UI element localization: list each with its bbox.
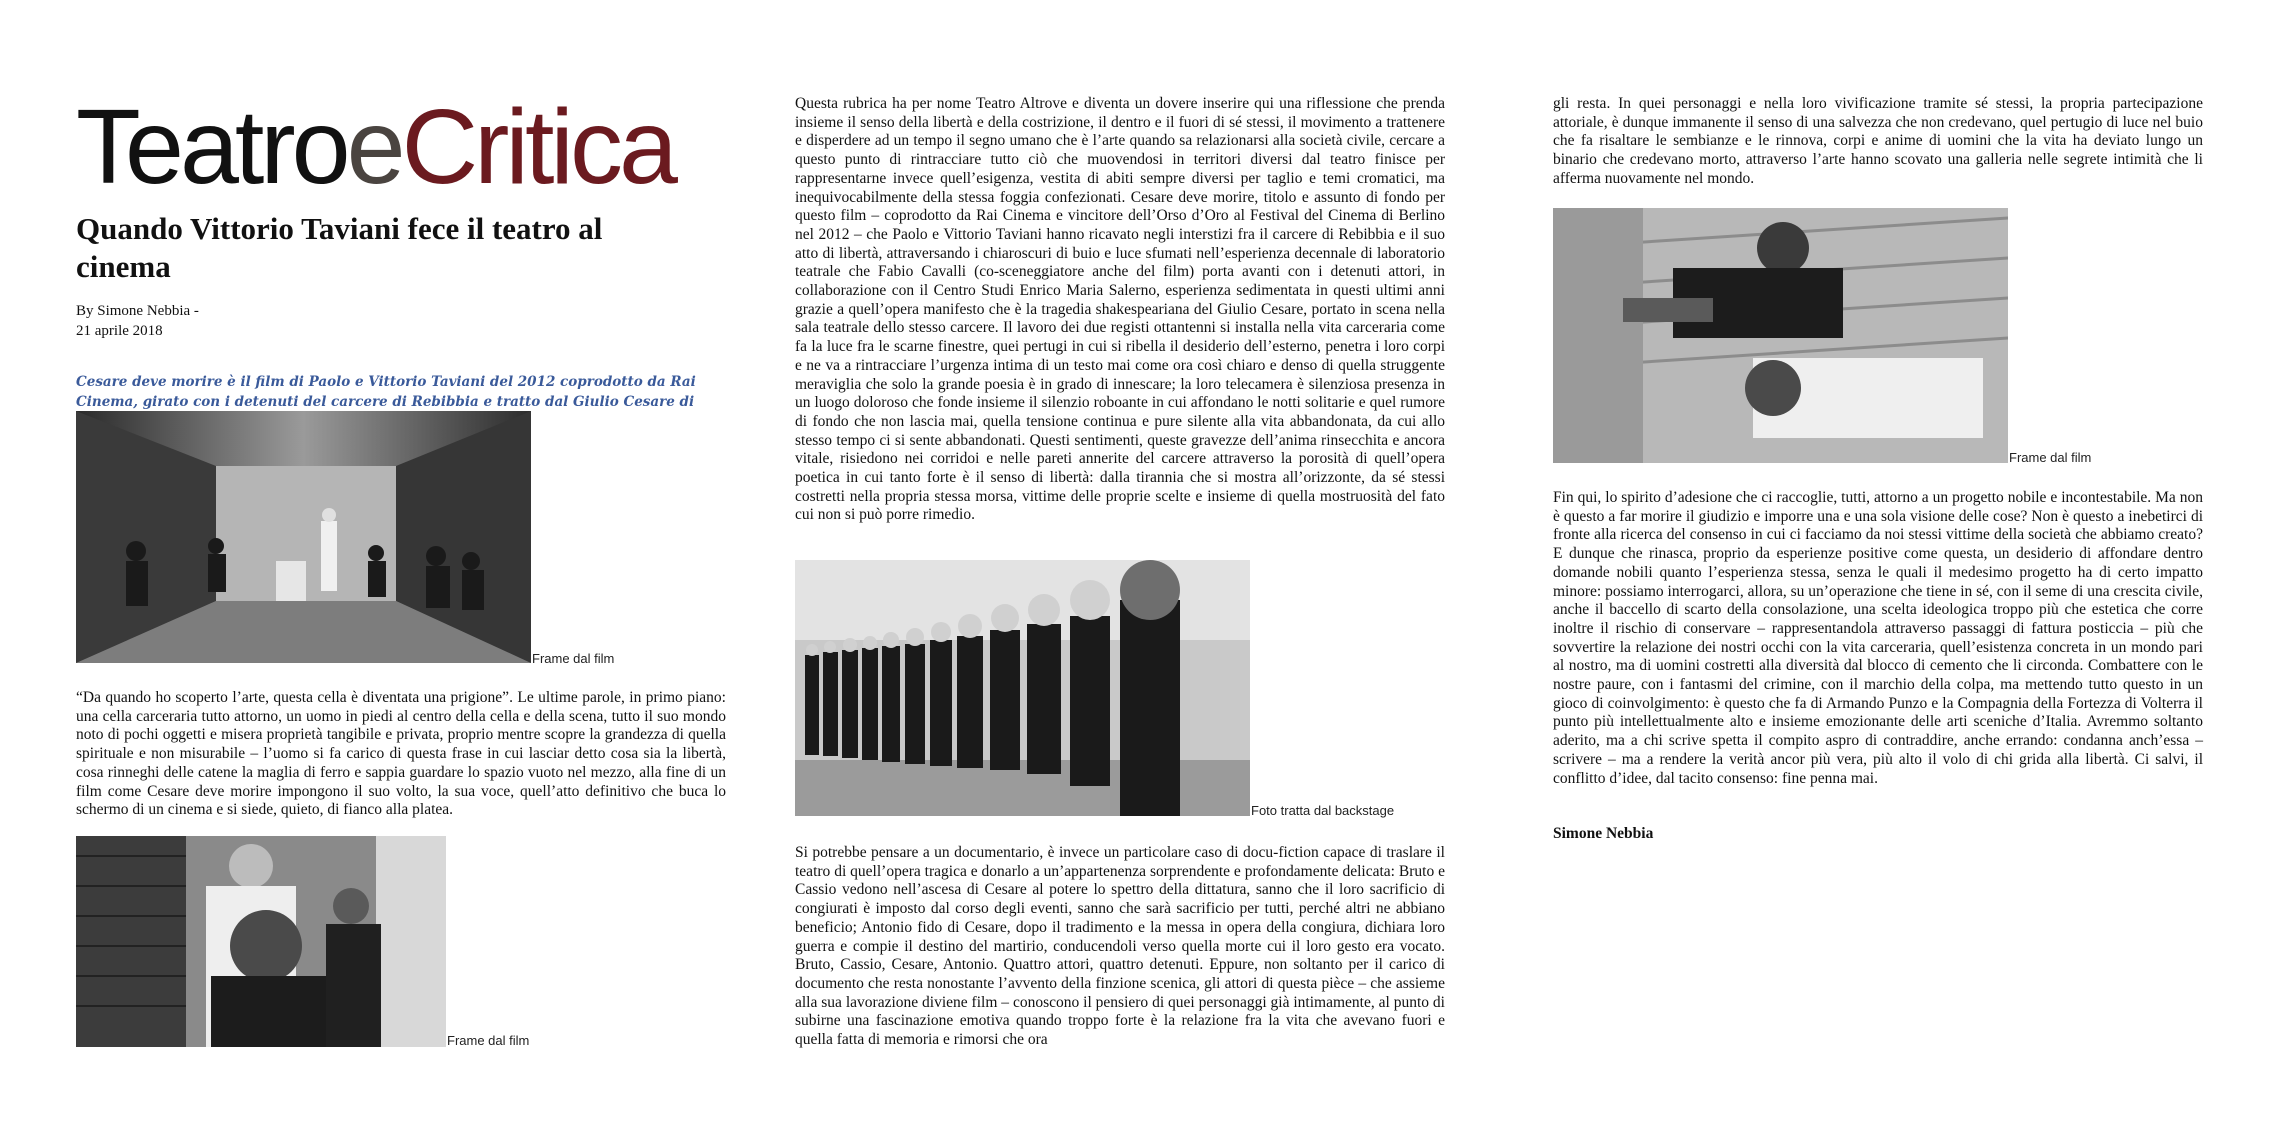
byline — [76, 301, 199, 341]
film-frame-photo-1 — [76, 411, 531, 663]
article-paragraph-4: gli resta. In quei personaggi e nella loro vivificazione tramite sé stessi, la propria partecipazione attoriale, è dunque immanente il senso di una salvezza che non credevano, quel pertugio di luce nel buio che fa risaltare le sembianze e le rinnova, corpi e anime di uomini che la vita ha deviato lungo un binario che credevano morto, attraverso l’arte hanno scovato una galleria nelle segrete intimità che li afferma nuovamente nel mondo. — [1553, 95, 2203, 187]
logo-wordmark — [76, 88, 686, 198]
logo-text-teatro: Teatro — [76, 88, 347, 198]
article-paragraph-1: “Da quando ho scoperto l’arte, questa cella è diventata una prigione”. Le ultime parole, in primo piano: una cella carceraria tutto attorno, un uomo in piedi al centro della cella e della scena, tutto il suo mondo noto di pochi oggetti e misera proprietà tangibile e privata, proprio mentre scopre la grandezza di quella spirituale e non misurabile – l’uomo si fa carico di questa frase in cui lasciar detto cosa sia la libertà, cosa rinneghi delle catene la maglia di ferro e sappia guardare lo spazio vuoto nel mezzo, alla fine di un film come Cesare deve morire impongono il suo volto, la sua voce, quell’atto definitivo che buca lo schermo di un cinema e si siede, quieto, di fianco alla platea. — [76, 689, 726, 819]
backstage-photo — [795, 560, 1250, 816]
article-paragraph-2: Questa rubrica ha per nome Teatro Altrove e diventa un dovere inserire qui una riflessione che prenda insieme il senso della libertà e della costrizione, il dentro e il fuori di sé stessi, il movimento a trattenere e disperdere ad un tempo il segno umano che è l’arte quando sa relazionarsi alla società civile, cercare a questo punto di rintracciare tutto ciò che muovendosi in territori diversi dal teatro finisce per rappresentarne invece quell’esigenza, vestita di abiti sempre diversi per taglio e temi cromatici, ma inequivocabilmente della stessa foggia confezionati. Cesare deve morire, titolo e assunto di fondo per questo film – coprodotto da Rai Cinema e vincitore dell’Orso d’Oro al Festival del Cinema di Berlino nel 2012 – che Paolo e Vittorio Taviani hanno ricavato negli interstizi fra il carcere di Rebibbia e il suo atto di libertà, attraversando i chiaroscuri di buio e luce sfumati nell’esperienza decennale di laboratorio teatrale che Fabio Cavalli (co-sceneggiatore anche del film) porta avanti con i detenuti attori, in collaborazione con il Centro Studi Enrico Maria Salerno, esperienza sedimentata in questi ultimi anni grazie a quell’opera manifesto che è la tragedia shakespeariana del Giulio Cesare, portato in scena nella sala teatrale dello stesso carcere. Il lavoro dei due registi ottantenni si installa nella vita carceraria come fa la luce fra le scarne finestre, quei pertugi in cui si ribella il desiderio dell’esterno, penetra i loro corpi e ne va a rintracciare l’urgenza intima di un testo mai come ora così chiaro e denso di quella struggente meraviglia che solo la grande poesia è in grado di innescare; la loro telecamera è silenziosa presenza in un luogo doloroso che fonde insieme il silenzio roboante in cui affondano le notti solitarie e quel rumore di fondo che non lascia mai, quella tensione continua e pure silente alla vita abbandonata, da cui allo stesso tempo ci si sente abbandonati. Questi sentimenti, queste gravezze dell’anima rinsecchita e ancora vitale, risiedono nei corridoi e nelle pareti annerite del carcere attraverso la porosità di quell’opera poetica in cui tanto forte è il senso di libertà: dalla tirannia che si mostra all’orizzonte, da sé stessi costretti nella propria stessa morsa, vittime delle proprie scelte e insieme di quella mostruosità del fato cui non si può porre rimedio. — [795, 95, 1445, 524]
article-lead: Cesare deve morire è il film di Paolo e Vittorio Taviani del 2012 coprodotto da Rai Cinema, girato con i detenuti del carcere di Rebibbia e tratto dal Giulio Cesare di — [76, 374, 696, 410]
photo-caption-3: Foto tratta dal backstage — [1251, 803, 1395, 818]
article-title: Quando Vittorio Taviani fece il teatro al cinema — [76, 211, 603, 284]
author-name[interactable]: By Simone Nebbia - — [76, 303, 199, 319]
article-paragraph-3: Si potrebbe pensare a un documentario, è invece un particolare caso di docu-fiction capace di traslare il teatro di quell’opera tragica e donarlo a un’appartenenza sorprendente e profondamente delicata: Bruto e Cassio vedono nell’ascesa di Cesare al potere lo spettro della dittatura, sanno che il loro sacrificio di congiurati è imposto dal corso degli eventi, sanno che sarà sacrificio per tutti, perché altri ne abbiano beneficio; Antonio fido di Cesare, dopo il tradimento e la messa in opera della congiura, dichiara loro guerra e compie il destino del martirio, conducendoli verso quella morte cui il loro gesto era vocato. Bruto, Cassio, Cesare, Antonio. Quattro attori, quattro detenuti. Eppure, non soltanto per il carico di documento che resta nonostante l’avvento della finzione scenica, gli attori di questa pièce – che assieme alla sua lavorazione diviene film – conoscono il pensiero di quei personaggi già intimamente, al punto di subirne una fascinazione emotiva quando troppo forte è la relazione fra la vita che avevano fuori e quella fatta di memoria e rimorsi che ora — [795, 844, 1445, 1049]
photo-caption-2: Frame dal film — [447, 1033, 530, 1048]
site-logo[interactable] — [76, 88, 686, 198]
svg-text:TeatroeCritica — [76, 88, 678, 198]
logo-text-e: e — [346, 88, 402, 198]
author-signature: Simone Nebbia — [1553, 825, 1654, 842]
film-frame-photo-2 — [76, 836, 446, 1047]
film-frame-photo-3 — [1553, 208, 2008, 463]
photo-caption-4: Frame dal film — [2009, 450, 2092, 465]
photo-caption-1: Frame dal film — [532, 651, 615, 666]
logo-text-critica: Critica — [401, 88, 674, 198]
article-paragraph-5: Fin qui, lo spirito d’adesione che ci raccoglie, tutti, attorno a un progetto nobile e incontestabile. Ma non è questo a far morire il giudizio e imporre una e una sola visione delle cose? Non è questo a inebetirci di fronte alla ricerca del consenso in cui ci facciamo da noi stessi vittime della società che abbiamo creato? E dunque che rinasca, proprio da esperienze positive come questa, un desiderio di affondare dentro domande nobili quanto l’esperienza stessa, senza le quali il medesimo progetto ha di certo impatto minore: possiamo interrogarci, allora, su un’operazione che tiene in sé, con il seme di una crescita civile, anche il baccello di scarto della consolazione, una scelta ideologica troppo più che estetica che corre inoltre il rischio di conservare – rappresentandola attraverso passaggi di fattura posticcia – più che sovvertire la relazione dei nostri occhi con la vita carceraria, quell’esistenza concreta in un mondo pari al nostro, ma di uomini costretti alla diversità dal blocco di cemento che li circonda. Combattere con le nostre paure, con i fantasmi del crimine, con il marchio della colpa, ma mettendo tutto questo in un gioco di coinvolgimento: è questo che fa di Armando Punzo e la Compagnia della Fortezza di Volterra il punto più intellettualmente alto e insieme emozionante delle arti sceniche d’Italia. Avremmo soltanto aderito, ma a chi scrive spetta il compito aspro di contraddire, anche errando: condanna anch’essa – scrivere – ma a rendere la verità ancor più vera, più alto il volo di chi grida alla libertà. Ci salvi, il conflitto d’idee, dal tacito consenso: fine penna mai. — [1553, 489, 2203, 787]
publish-date: 21 aprile 2018 — [76, 323, 163, 339]
